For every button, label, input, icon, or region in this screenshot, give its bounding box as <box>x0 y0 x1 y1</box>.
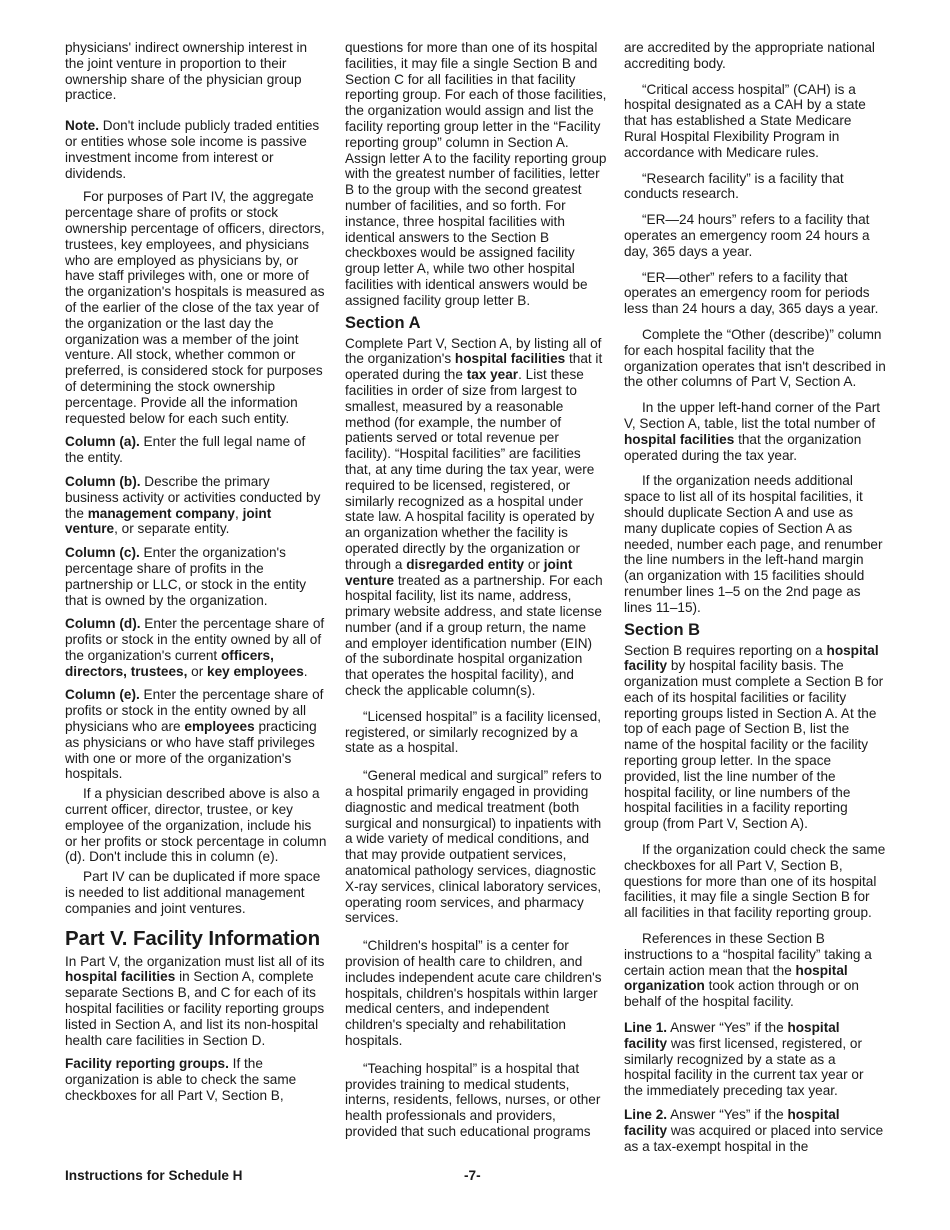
paragraph: If a physician described above is also a current officer, director, trustee, or key employee of the organization, include his or her profits or stock percentage in column (d). Don't include this in column (e). <box>65 786 327 865</box>
note-paragraph: Note. Don't include publicly traded entities or entities whose sole income is passive investment income from interest or dividends. <box>65 118 320 181</box>
paragraph: References in these Section B instructions to a “hospital facility” taking a certain action mean that the hospital organization took action through or on behalf of the hospital facility. <box>624 931 872 1010</box>
column-c-paragraph: Column (c). Enter the organization's percentage share of profits in the partnership or LLC, or stock in the entity that is owned by the organization. <box>65 545 307 608</box>
paragraph: “ER—24 hours” refers to a facility that operates an emergency room 24 hours a day, 365 days a year. <box>624 212 870 259</box>
paragraph: “Research facility” is a facility that conducts research. <box>624 170 844 202</box>
paragraph: If the organization needs additional space to list all of its hospital facilities, it should duplicate Section A and use as many duplicate copies of Section A as needed, number each page, and renumber the line numbers in the left-hand margin (an organization with 15 facilities should renumber lines 1–5 on the 2nd page as lines 11–15). <box>624 473 883 615</box>
paragraph: If the organization could check the same checkboxes for all Part V, Section B, questions for more than one of its hospital facilities, it may file a single Section B for all facilities in that facility reporting group. <box>624 842 886 921</box>
column-a-paragraph: Column (a). Enter the full legal name of the entity. <box>65 434 306 466</box>
section-b-heading: Section B <box>624 620 701 639</box>
paragraph: “General medical and surgical” refers to a hospital primarily engaged in providing diagnostic and medical treatment (both surgical and nonsurgical) to inpatients with a wide variety of medical conditions, and that may provide outpatient services, anatomical pathology services, diagnostic X-ray services, clinical laboratory services, operating room services, and pharmacy services. <box>345 768 602 926</box>
column-d-paragraph: Column (d). Enter the percentage share of profits or stock in the entity owned by all of the organization's current officers, directors, trustees, or key employees. <box>65 616 325 679</box>
paragraph: “Licensed hospital” is a facility licensed, registered, or similarly recognized by a state as a hospital. <box>345 708 602 756</box>
paragraph: “Critical access hospital” (CAH) is a hospital designated as a CAH by a state that has established a State Medicare Rural Hospital Flexibility Program in accordance with Medicare rules. <box>624 81 866 160</box>
paragraph: “Teaching hospital” is a hospital that provides training to medical students, interns, residents, fellows, nurses, or other health professionals and providers, provided that such educational programs <box>345 1060 601 1139</box>
column-right <box>624 40 886 1162</box>
paragraph: physicians' indirect ownership interest in the joint venture in proportion to their ownership share of the physician group practice. <box>65 40 308 103</box>
footer-page-number: -7- <box>464 1168 481 1183</box>
line-2-paragraph: Line 2. Answer “Yes” if the hospital facility was acquired or placed into service as a tax-exempt hospital in the <box>624 1107 884 1154</box>
footer-document-title: Instructions for Schedule H <box>65 1168 243 1183</box>
column-b-paragraph: Column (b). Describe the primary business activity or activities conducted by the management company, joint venture, or separate entity. <box>65 473 321 537</box>
note-label: Note. <box>65 118 99 134</box>
facility-reporting-groups-paragraph: Facility reporting groups. If the organization is able to check the same checkboxes for all Part V, Section B, <box>65 1056 297 1104</box>
section-a-heading: Section A <box>345 313 421 332</box>
column-middle <box>345 40 607 1148</box>
column-e-paragraph: Column (e). Enter the percentage share of profits or stock in the entity owned by all physicians who are employees practicing as physicians or who have staff privileges with one or more of the organization's hospitals. <box>65 687 324 782</box>
part-v-heading: Part V. Facility Information <box>65 926 321 950</box>
paragraph: “ER—other” refers to a facility that operates an emergency room for periods less than 24 hours a day, 365 days a year. <box>624 269 879 317</box>
paragraph: are accredited by the appropriate national accrediting body. <box>624 40 875 71</box>
paragraph: In the upper left-hand corner of the Part V, Section A, table, list the total number of hospital facilities that the organization operated during the tax year. <box>624 400 881 463</box>
line-1-paragraph: Line 1. Answer “Yes” if the hospital facility was first licensed, registered, or similarly recognized by a state as a hospital facility in the current tax year or the immediately preceding tax year. <box>624 1020 864 1099</box>
paragraph: Section B requires reporting on a hospital facility by hospital facility basis. The organization must complete a Section B for each of its hospital facilities or facility reporting groups listed in Section A. At the top of each page of Section B, list the name of the hospital facility or the facility reporting group letter. In the space provided, list the line number of the hospital facility, or line numbers of the hospital facilities in a facility reporting group (from Part V, Section A). <box>624 642 884 832</box>
paragraph: Part IV can be duplicated if more space is needed to list additional management companies and joint ventures. <box>65 869 321 916</box>
paragraph: Complete Part V, Section A, by listing all of the organization's hospital facilities that it operated during the tax year. List these facilities in order of size from largest to smallest, measured by a reasonable method (for example, the number of patients served or total revenue per facility). “Hospital facilities” are facilities that, at any time during the tax year, were required to be licensed, registered, or similarly recognized as a hospital under state law. A hospital facility is operated by an organization whether the facility is operated directly by the organization or through a disregarded entity or joint venture treated as a partnership. For each hospital facility, list its name, address, primary website address, and state license number (and if a group return, the name and employer identification number (EIN) of the subordinate hospital organization that operates the hospital facility), and check the applicable column(s). <box>345 335 603 699</box>
paragraph: Complete the “Other (describe)” column for each hospital facility that the organization operates that isn't described in the other columns of Part V, Section A. <box>624 326 886 390</box>
paragraph: In Part V, the organization must list all of its hospital facilities in Section A, complete separate Sections B, and C for each of its hospital facilities or facility reporting groups listed in Section A, and list its non-hospital health care facilities in Section D. <box>65 953 325 1048</box>
column-left <box>65 40 327 1112</box>
paragraph: questions for more than one of its hospital facilities, it may file a single Section B and Section C for all facilities in that facility reporting group. For each of those facilities, the organization would assign and list the facility reporting group letter in the “Facility reporting group” column in Section A. Assign letter A to the facility reporting group with the greatest number of facilities, letter B to the group with the second greatest number of facilities, and so forth. For instance, three hospital facilities with identical answers to the Section B checkboxes would be assigned facility group letter A, while two other hospital facilities with identical answers would be assigned facility group letter B. <box>345 40 607 308</box>
paragraph: “Children's hospital” is a center for provision of health care to children, and includes independent acute care children's hospitals, children's hospitals within larger medical centers, and independent children's specialty and rehabilitation hospitals. <box>345 938 602 1049</box>
paragraph: For purposes of Part IV, the aggregate percentage share of profits or stock ownership percentage of officers, directors, trustees, key employees, and physicians who are employed as physicians by, or have staff privileges with, one or more of the organization's hospitals is measured as of the earlier of the close of the tax year of the organization or the last day the organization was a member of the joint venture. All stock, whether common or preferred, is considered stock for purposes of determining the stock ownership percentage. Provide all the information requested below for each such entity. <box>65 189 325 426</box>
